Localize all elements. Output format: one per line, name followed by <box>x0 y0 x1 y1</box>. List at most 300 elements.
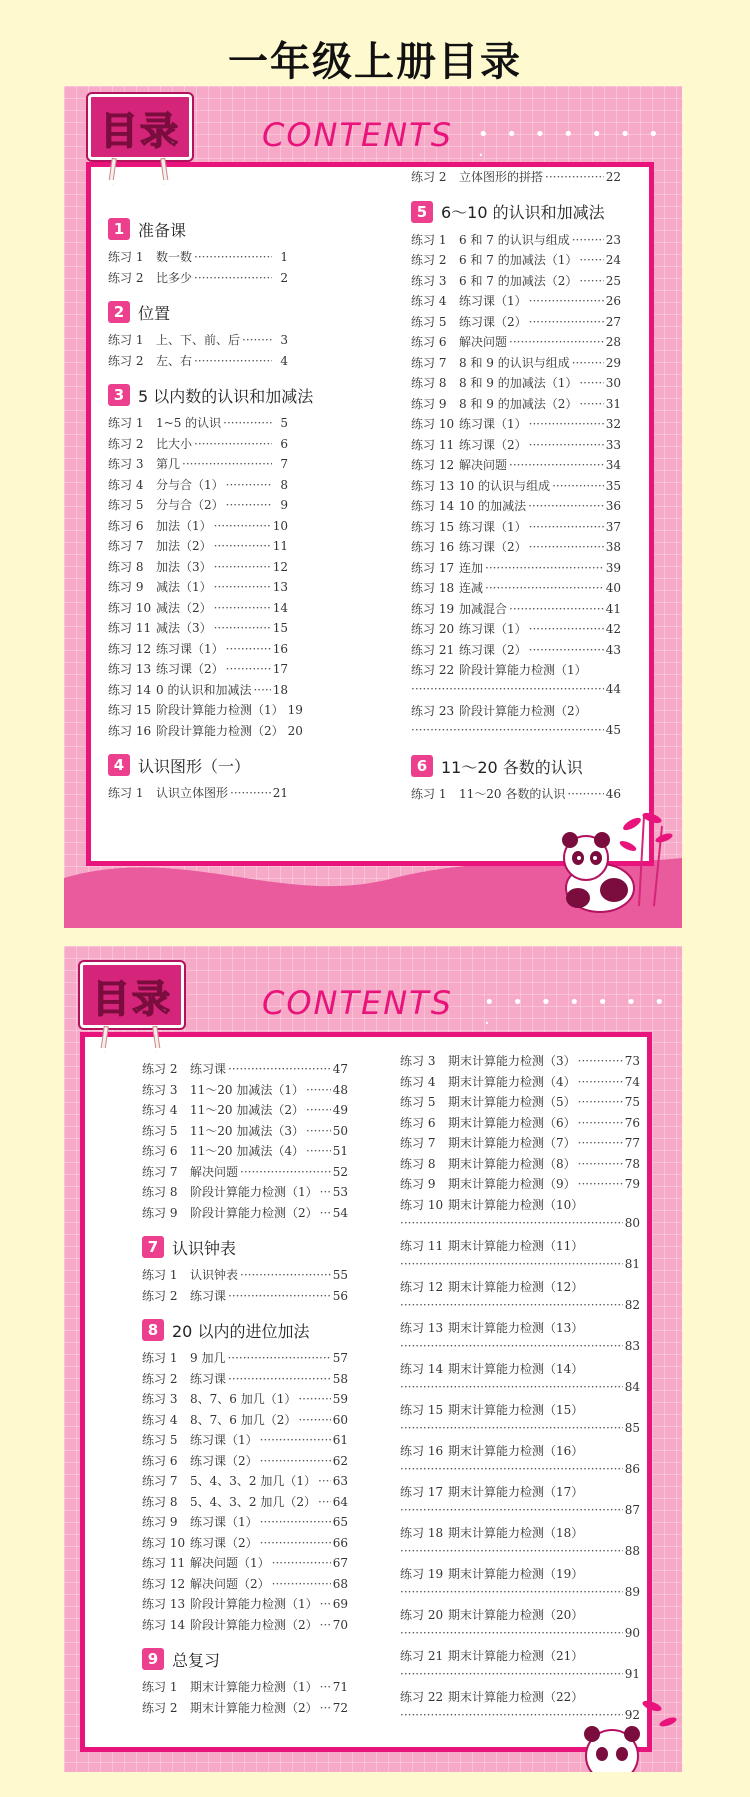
toc-entry-leader-line <box>400 1298 640 1319</box>
exercise-label: 练习 16 <box>108 723 152 738</box>
exercise-title: 期末计算能力检测（12） <box>448 1279 584 1294</box>
exercise-title: 11～20 各数的认识 <box>459 787 566 801</box>
toc-entry[interactable] <box>411 251 621 272</box>
toc-entry[interactable] <box>411 497 621 518</box>
toc-column-right <box>400 1052 640 1729</box>
exercise-title: 解决问题 <box>190 1164 239 1179</box>
exercise-label: 练习 11 <box>411 437 455 452</box>
unit-number-badge: 6 <box>411 755 433 777</box>
toc-entry-leader-line <box>400 1257 640 1278</box>
dot-leader <box>579 274 603 288</box>
toc-entry[interactable] <box>108 435 288 456</box>
page-number: 13 <box>272 580 288 594</box>
page-number: 28 <box>605 335 621 349</box>
toc-entry[interactable] <box>411 168 621 189</box>
exercise-label: 练习 12 <box>411 458 455 472</box>
toc-entry[interactable] <box>108 640 288 661</box>
toc-entry[interactable] <box>400 1073 640 1094</box>
unit-heading <box>108 299 288 325</box>
toc-entry-leader-line <box>400 1339 640 1360</box>
toc-entry[interactable] <box>142 1163 348 1184</box>
exercise-title: 9 加几 <box>190 1351 226 1365</box>
page-number: 35 <box>605 478 621 493</box>
exercise-title: 8 和 9 的加减法（1） <box>459 376 578 390</box>
exercise-title: 期末计算能力检测（11） <box>448 1238 584 1253</box>
exercise-title: 练习课（2） <box>459 437 527 452</box>
toc-entry[interactable] <box>411 620 621 641</box>
dot-leader <box>578 1136 623 1150</box>
toc-entry[interactable] <box>142 1060 348 1081</box>
toc-entry[interactable] <box>142 1122 348 1143</box>
toc-entry[interactable] <box>411 374 621 395</box>
toc-entry[interactable] <box>142 1595 348 1616</box>
toc-entry[interactable] <box>411 272 621 293</box>
toc-entry[interactable] <box>411 538 621 559</box>
page-number: 68 <box>332 1576 348 1591</box>
toc-entry[interactable] <box>400 1237 640 1258</box>
exercise-label: 练习 12 <box>142 1576 186 1591</box>
toc-entry[interactable] <box>400 1401 640 1422</box>
exercise-label: 练习 6 <box>142 1453 178 1468</box>
exercise-label: 练习 20 <box>411 622 455 636</box>
exercise-label: 练习 3 <box>411 273 447 288</box>
exercise-label: 练习 8 <box>411 376 447 390</box>
toc-entry[interactable] <box>142 1575 348 1596</box>
page-number: 7 <box>280 457 288 471</box>
toc-entry[interactable] <box>411 292 621 313</box>
page-number: 5 <box>280 416 288 430</box>
exercise-label: 练习 1 <box>142 1268 178 1282</box>
page-number: 64 <box>332 1494 348 1509</box>
dot-leader <box>320 1680 331 1694</box>
toc-entry[interactable] <box>400 1052 640 1073</box>
exercise-title: 期末计算能力检测（8） <box>448 1156 576 1171</box>
dot-leader <box>260 1433 331 1447</box>
toc-entry[interactable] <box>411 661 621 682</box>
toc-entry[interactable] <box>142 1472 348 1493</box>
exercise-label: 练习 8 <box>108 559 144 574</box>
unit-heading <box>411 753 621 779</box>
toc-entry[interactable] <box>400 1134 640 1155</box>
exercise-label: 练习 5 <box>400 1095 436 1109</box>
page-number: 84 <box>624 1380 640 1394</box>
exercise-title: 阶段计算能力检测（2） <box>156 723 284 738</box>
toc-entry[interactable] <box>400 1155 640 1176</box>
exercise-label: 练习 5 <box>411 314 447 329</box>
toc-entry[interactable] <box>108 331 288 352</box>
page-number: 2 <box>280 270 288 285</box>
exercise-title: 练习课（2） <box>156 662 224 676</box>
toc-entry[interactable] <box>142 1411 348 1432</box>
exercise-title: 阶段计算能力检测（2） <box>459 704 587 718</box>
toc-entry[interactable] <box>411 456 621 477</box>
page-number: 50 <box>332 1123 348 1138</box>
mulu-board <box>80 962 184 1050</box>
toc-entry[interactable] <box>108 599 288 620</box>
dot-leader <box>579 376 603 390</box>
page-number: 37 <box>605 519 621 534</box>
dot-leader <box>485 561 604 575</box>
exercise-label: 练习 11 <box>108 621 152 635</box>
toc-entry[interactable] <box>142 1452 348 1473</box>
toc-entry[interactable] <box>411 559 621 580</box>
dot-leader <box>306 1144 331 1158</box>
toc-entry[interactable] <box>142 1699 348 1720</box>
toc-entry[interactable] <box>411 333 621 354</box>
toc-entry[interactable] <box>411 395 621 416</box>
dot-leader <box>228 1372 331 1386</box>
exercise-title: 解决问题（2） <box>190 1576 270 1591</box>
toc-entry[interactable] <box>411 579 621 600</box>
toc-entry[interactable] <box>400 1175 640 1196</box>
toc-entry[interactable] <box>108 578 288 599</box>
page-number: 26 <box>605 294 621 308</box>
dot-leader <box>260 1454 331 1468</box>
exercise-label: 练习 10 <box>411 417 455 431</box>
exercise-title: 8、7、6 加几（1） <box>190 1392 297 1406</box>
toc-entry[interactable] <box>142 1534 348 1555</box>
dot-leader <box>400 1380 623 1401</box>
toc-entry[interactable] <box>108 784 288 805</box>
toc-entry[interactable] <box>108 660 288 681</box>
page-number: 25 <box>605 273 621 288</box>
exercise-label: 练习 7 <box>108 539 144 553</box>
exercise-title: 8、7、6 加几（2） <box>190 1412 297 1427</box>
page-number: 76 <box>624 1115 640 1130</box>
toc-entry[interactable] <box>142 1081 348 1102</box>
exercise-title: 连加 <box>459 560 484 575</box>
dot-leader <box>226 662 271 676</box>
exercise-title: 期末计算能力检测（5） <box>448 1095 576 1109</box>
page-number: 60 <box>332 1412 348 1427</box>
exercise-label: 练习 4 <box>400 1074 436 1089</box>
dot-leader <box>400 1503 623 1524</box>
toc-entry[interactable] <box>411 354 621 375</box>
toc-entry[interactable] <box>400 1483 640 1504</box>
panda-illustration <box>552 1686 682 1772</box>
page-number: 39 <box>605 560 621 575</box>
page-number: 82 <box>624 1298 640 1312</box>
page-number: 45 <box>605 722 621 737</box>
dot-leader <box>552 479 604 493</box>
exercise-title: 练习课 <box>190 1062 227 1076</box>
page-number: 38 <box>605 540 621 554</box>
exercise-label: 练习 8 <box>142 1185 178 1199</box>
dot-leader <box>400 1421 623 1442</box>
exercise-title: 阶段计算能力检测（2） <box>190 1205 318 1220</box>
exercise-title: 5、4、3、2 加几（2） <box>190 1494 316 1509</box>
exercise-title: 比大小 <box>156 436 193 451</box>
page-number: 31 <box>605 396 621 411</box>
toc-entry[interactable] <box>108 701 303 722</box>
page-title: 一年级上册目录 <box>228 39 522 85</box>
contents-heading: CONTENTS <box>262 116 454 154</box>
toc-entry[interactable] <box>142 1554 348 1575</box>
toc-entry[interactable] <box>411 641 621 662</box>
exercise-title: 练习课（2） <box>459 540 527 554</box>
exercise-label: 练习 17 <box>400 1484 444 1499</box>
dot-leader <box>226 642 271 656</box>
page-number: 80 <box>624 1216 640 1230</box>
toc-entry[interactable] <box>142 1142 348 1163</box>
toc-entry[interactable] <box>142 1616 348 1637</box>
dot-leader <box>578 1177 623 1191</box>
exercise-label: 练习 6 <box>411 335 447 349</box>
toc-entry[interactable] <box>142 1678 348 1699</box>
toc-entry[interactable] <box>142 1370 348 1391</box>
exercise-title: 练习课（2） <box>459 642 527 657</box>
toc-entry[interactable] <box>142 1431 348 1452</box>
toc-entry[interactable] <box>400 1524 640 1545</box>
exercise-label: 练习 1 <box>108 333 144 347</box>
exercise-title: 练习课（1） <box>156 641 224 656</box>
dot-leader <box>226 478 272 492</box>
dot-leader <box>318 1474 331 1488</box>
exercise-label: 练习 4 <box>411 294 447 308</box>
exercise-label: 练习 6 <box>108 518 144 533</box>
dot-leader <box>509 335 604 349</box>
toc-entry[interactable] <box>411 785 621 806</box>
toc-entry[interactable] <box>142 1183 348 1204</box>
dot-leader <box>529 315 604 329</box>
toc-entry[interactable] <box>108 517 288 538</box>
exercise-title: 练习课（1） <box>190 1433 258 1447</box>
toc-entry[interactable] <box>142 1349 348 1370</box>
exercise-title: 减法（2） <box>156 600 212 615</box>
dot-leader <box>528 499 604 513</box>
page-number: 73 <box>624 1054 640 1068</box>
unit-title: 位置 <box>138 303 171 323</box>
dot-leader <box>226 498 272 512</box>
exercise-label: 练习 7 <box>411 355 447 370</box>
exercise-title: 阶段计算能力检测（1） <box>190 1185 318 1199</box>
exercise-label: 练习 2 <box>142 1700 178 1715</box>
exercise-label: 练习 1 <box>108 786 144 800</box>
exercise-label: 练习 7 <box>400 1136 436 1150</box>
exercise-label: 练习 13 <box>400 1320 444 1335</box>
exercise-label: 练习 4 <box>142 1103 178 1117</box>
dot-leader <box>529 417 604 431</box>
toc-entry[interactable] <box>400 1319 640 1340</box>
dot-leader <box>228 1062 331 1076</box>
toc-entry[interactable] <box>108 537 288 558</box>
toc-entry[interactable] <box>142 1101 348 1122</box>
toc-entry[interactable] <box>411 436 621 457</box>
toc-entry[interactable] <box>142 1513 348 1534</box>
dot-leader <box>567 787 603 801</box>
dot-leader <box>400 1667 623 1688</box>
exercise-label: 练习 9 <box>142 1515 178 1529</box>
toc-entry[interactable] <box>108 681 288 702</box>
dot-leader <box>253 683 270 697</box>
page-number: 51 <box>332 1144 348 1158</box>
exercise-label: 练习 13 <box>411 478 455 493</box>
exercise-title: 认识立体图形 <box>156 786 229 800</box>
page-number: 12 <box>272 559 288 574</box>
exercise-title: 期末计算能力检测（17） <box>448 1484 584 1499</box>
toc-entry[interactable] <box>411 313 621 334</box>
exercise-title: 练习课 <box>190 1288 227 1303</box>
toc-entry[interactable] <box>400 1278 640 1299</box>
page-number: 27 <box>605 314 621 329</box>
page-number: 72 <box>332 1700 348 1715</box>
exercise-title: 期末计算能力检测（18） <box>448 1525 584 1540</box>
exercise-title: 减法（1） <box>156 580 212 594</box>
toc-entry-leader-line <box>400 1380 640 1401</box>
exercise-title: 练习课（2） <box>190 1453 258 1468</box>
toc-entry[interactable] <box>400 1565 640 1586</box>
page-number: 70 <box>332 1617 348 1632</box>
exercise-title: 期末计算能力检测（14） <box>448 1361 584 1376</box>
toc-entry[interactable] <box>108 248 288 269</box>
exercise-label: 练习 9 <box>411 396 447 411</box>
page-number: 61 <box>332 1433 348 1447</box>
toc-entry[interactable] <box>400 1442 640 1463</box>
dot-leader <box>242 333 272 347</box>
exercise-label: 练习 7 <box>142 1164 178 1179</box>
toc-entry-leader-line <box>400 1585 640 1606</box>
exercise-label: 练习 5 <box>108 498 144 512</box>
contents-heading: CONTENTS <box>262 984 454 1022</box>
exercise-title: 8 和 9 的认识与组成 <box>459 355 570 370</box>
dot-leader <box>214 621 271 635</box>
exercise-label: 练习 11 <box>400 1238 444 1253</box>
exercise-title: 加法（3） <box>156 559 212 574</box>
toc-entry[interactable] <box>142 1204 348 1225</box>
exercise-title: 阶段计算能力检测（1） <box>190 1597 318 1611</box>
dot-leader <box>400 1626 623 1647</box>
toc-entry[interactable] <box>142 1390 348 1411</box>
exercise-title: 11～20 加减法（3） <box>190 1123 304 1138</box>
dot-leader <box>223 416 272 430</box>
dot-leader <box>529 622 604 636</box>
unit-heading <box>108 216 288 242</box>
page-number: 21 <box>272 786 288 800</box>
exercise-label: 练习 9 <box>108 580 144 594</box>
page-number: 54 <box>332 1205 348 1220</box>
exercise-title: 比多少 <box>156 270 193 285</box>
dot-leader <box>579 397 603 411</box>
toc-entry[interactable] <box>411 600 621 621</box>
toc-entry[interactable] <box>108 496 288 517</box>
page-number: 87 <box>624 1503 640 1517</box>
toc-entry[interactable] <box>411 518 621 539</box>
toc-panel-2 <box>64 946 682 1772</box>
dot-leader <box>228 1289 331 1303</box>
exercise-title: 上、下、前、后 <box>156 333 241 347</box>
toc-entry[interactable] <box>400 1196 640 1217</box>
exercise-title: 立体图形的拼搭 <box>459 170 544 184</box>
dot-leader <box>320 1206 331 1220</box>
toc-entry[interactable] <box>400 1606 640 1627</box>
toc-entry[interactable] <box>108 414 288 435</box>
page-number: 14 <box>272 600 288 615</box>
page-number: 4 <box>280 353 288 368</box>
page-number: 9 <box>280 498 288 512</box>
exercise-title: 解决问题（1） <box>190 1556 270 1570</box>
dot-leader <box>400 1544 623 1565</box>
toc-column-right <box>411 168 621 806</box>
exercise-title: 分与合（1） <box>156 477 224 492</box>
toc-entry[interactable] <box>108 352 288 373</box>
exercise-label: 练习 8 <box>400 1156 436 1171</box>
toc-entry[interactable] <box>411 415 621 436</box>
toc-entry[interactable] <box>108 476 288 497</box>
toc-entry[interactable] <box>108 455 288 476</box>
exercise-label: 练习 22 <box>400 1689 444 1704</box>
toc-entry-leader-line <box>411 723 621 744</box>
page-number: 34 <box>605 458 621 472</box>
page-number: 67 <box>332 1556 348 1570</box>
exercise-title: 11～20 加减法（1） <box>190 1082 304 1097</box>
exercise-label: 练习 6 <box>142 1144 178 1158</box>
toc-entry[interactable] <box>411 702 621 723</box>
dot-leader <box>509 602 604 616</box>
exercise-title: 0 的认识和加减法 <box>156 682 252 697</box>
exercise-title: 练习课（1） <box>459 294 527 308</box>
dot-leader <box>400 1216 623 1237</box>
unit-title: 认识图形（一） <box>138 756 251 776</box>
exercise-label: 练习 4 <box>108 477 144 492</box>
toc-entry[interactable] <box>142 1266 348 1287</box>
toc-entry[interactable] <box>142 1287 348 1308</box>
toc-entry[interactable] <box>411 231 621 252</box>
dot-leader <box>545 170 604 184</box>
toc-entry[interactable] <box>108 722 303 743</box>
exercise-label: 练习 10 <box>400 1197 444 1212</box>
dot-leader <box>400 1585 623 1606</box>
dot-leader <box>578 1054 623 1068</box>
exercise-label: 练习 8 <box>142 1494 178 1509</box>
toc-entry[interactable] <box>108 619 288 640</box>
toc-entry[interactable] <box>400 1093 640 1114</box>
exercise-title: 减法（3） <box>156 621 212 635</box>
toc-entry[interactable] <box>108 558 288 579</box>
unit-number-badge: 9 <box>142 1648 164 1670</box>
toc-entry-leader-line <box>400 1216 640 1237</box>
toc-entry[interactable] <box>411 477 621 498</box>
dot-leader <box>227 1351 330 1365</box>
page-number: 6 <box>280 436 288 451</box>
exercise-label: 练习 10 <box>108 600 152 615</box>
toc-entry[interactable] <box>400 1647 640 1668</box>
page-number: 69 <box>332 1597 348 1611</box>
exercise-title: 期末计算能力检测（1） <box>190 1680 318 1694</box>
exercise-title: 期末计算能力检测（10） <box>448 1197 584 1212</box>
dot-leader <box>529 643 604 657</box>
toc-entry-leader-line <box>411 682 621 703</box>
exercise-title: 阶段计算能力检测（2） <box>190 1617 318 1632</box>
exercise-title: 期末计算能力检测（20） <box>448 1607 584 1622</box>
page-number: 46 <box>605 787 621 801</box>
exercise-title: 练习课（2） <box>459 314 527 329</box>
exercise-title: 8 和 9 的加减法（2） <box>459 396 578 411</box>
page-number: 24 <box>605 253 621 267</box>
dot-leader <box>529 294 604 308</box>
exercise-label: 练习 5 <box>142 1433 178 1447</box>
toc-entry[interactable] <box>400 1114 640 1135</box>
exercise-title: 加法（1） <box>156 518 212 533</box>
page-number: 75 <box>624 1095 640 1109</box>
toc-entry[interactable] <box>400 1360 640 1381</box>
page-number: 92 <box>624 1708 640 1722</box>
toc-entry[interactable] <box>108 269 288 290</box>
unit-title: 准备课 <box>138 220 187 240</box>
unit-heading <box>142 1317 348 1343</box>
toc-entry[interactable] <box>142 1493 348 1514</box>
exercise-label: 练习 5 <box>142 1123 178 1138</box>
exercise-title: 期末计算能力检测（6） <box>448 1115 576 1130</box>
